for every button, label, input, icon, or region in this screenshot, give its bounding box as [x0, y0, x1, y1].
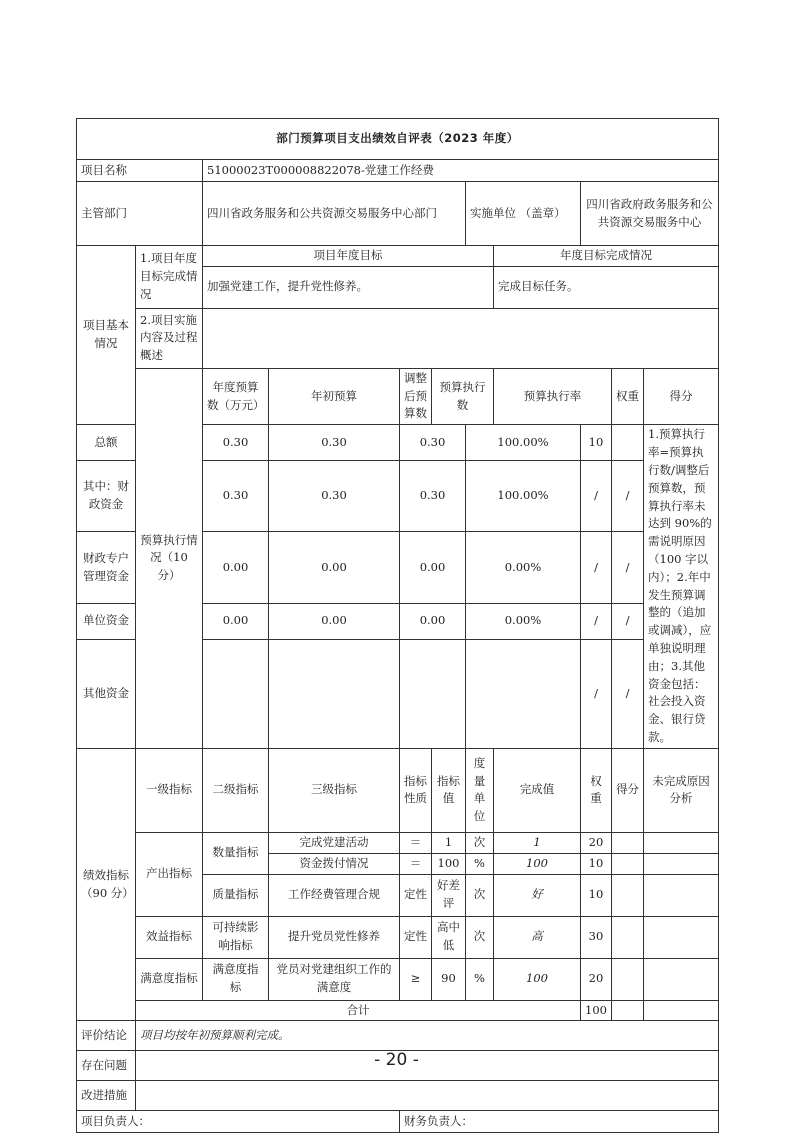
indicator-unit: 次 [466, 832, 494, 853]
done-value: 完成目标任务。 [494, 266, 719, 308]
budget-row-name: 单位资金 [77, 604, 136, 640]
project-name-label: 项目名称 [77, 160, 203, 182]
conclusion-label: 评价结论 [77, 1021, 136, 1051]
indicator-reason [644, 874, 719, 916]
indicator-unit: % [466, 958, 494, 1000]
perf-header: 一级指标 [136, 748, 203, 832]
indicator-nature: ＝ [400, 832, 432, 853]
problems-label: 存在问题 [77, 1051, 136, 1081]
goal-value: 加强党建工作，提升党性修养。 [203, 266, 494, 308]
indicator-score [612, 874, 644, 916]
budget-header: 年初预算 [269, 368, 400, 424]
indicator-weight: 10 [581, 853, 612, 874]
basic-info-label: 项目基本情况 [77, 246, 136, 425]
indicator-unit: 次 [466, 916, 494, 958]
indicator-score [612, 853, 644, 874]
indicator-target: 90 [432, 958, 466, 1000]
indicator-actual: 高 [494, 916, 581, 958]
budget-adjusted: 0.30 [269, 460, 400, 532]
level2-sustainability: 可持续影响指标 [203, 916, 269, 958]
indicator-weight: 20 [581, 832, 612, 853]
budget-score: / [612, 532, 644, 604]
perf-header: 权重 [581, 748, 612, 832]
indicator-nature: ＝ [400, 853, 432, 874]
level1-satisfaction: 满意度指标 [136, 958, 203, 1000]
budget-row-name: 财政专户管理资金 [77, 532, 136, 604]
budget-header: 权重 [612, 368, 644, 424]
indicator-unit: 次 [466, 874, 494, 916]
budget-rate: 100.00% [466, 460, 581, 532]
budget-score [612, 425, 644, 461]
goal-label: 1.项目年度目标完成情况 [136, 246, 203, 309]
indicator-actual: 1 [494, 832, 581, 853]
indicator-score [612, 958, 644, 1000]
indicator-reason [644, 853, 719, 874]
budget-rate: 0.00% [466, 532, 581, 604]
measures-label: 改进措施 [77, 1081, 136, 1111]
budget-score: / [612, 460, 644, 532]
budget-executed: 0.30 [400, 460, 466, 532]
indicator-actual: 100 [494, 958, 581, 1000]
budget-row-name: 其中：财政资金 [77, 460, 136, 532]
indicator-score [612, 832, 644, 853]
perf-header: 完成值 [494, 748, 581, 832]
indicator-unit: % [466, 853, 494, 874]
budget-header: 预算执行数 [432, 368, 494, 424]
conclusion-text: 项目均按年初预算顺利完成。 [136, 1021, 719, 1051]
budget-rate [466, 639, 581, 748]
project-name-value: 51000023T000008822078-党建工作经费 [203, 160, 719, 182]
budget-initial: 0.30 [203, 425, 269, 461]
budget-weight: / [581, 604, 612, 640]
indicator-score [612, 916, 644, 958]
form-title: 部门预算项目支出绩效自评表（2023 年度） [77, 119, 719, 160]
goal-header: 项目年度目标 [203, 246, 494, 267]
total-label: 合计 [136, 1000, 581, 1021]
budget-row-name: 总额 [77, 425, 136, 461]
budget-executed [400, 639, 466, 748]
budget-header: 预算执行率 [494, 368, 612, 424]
budget-adjusted: 0.00 [269, 532, 400, 604]
budget-executed: 0.00 [400, 604, 466, 640]
total-weight: 100 [581, 1000, 612, 1021]
indicator-reason [644, 916, 719, 958]
perf-header: 三级指标 [269, 748, 400, 832]
indicator-reason [644, 958, 719, 1000]
total-reason [644, 1000, 719, 1021]
perf-header: 未完成原因分析 [644, 748, 719, 832]
dept-value: 四川省政务服务和公共资源交易服务中心部门 [203, 182, 466, 246]
budget-adjusted: 0.00 [269, 604, 400, 640]
budget-weight: / [581, 460, 612, 532]
indicator-nature: 定性 [400, 916, 432, 958]
level2-satisfaction: 满意度指标 [203, 958, 269, 1000]
budget-initial: 0.30 [203, 460, 269, 532]
budget-executed: 0.00 [400, 532, 466, 604]
level2-quantity: 数量指标 [203, 832, 269, 874]
budget-weight: / [581, 639, 612, 748]
perf-header: 二级指标 [203, 748, 269, 832]
budget-weight: / [581, 532, 612, 604]
finance-owner-label: 财务负责人： [400, 1111, 719, 1133]
budget-initial: 0.00 [203, 532, 269, 604]
indicator-nature: 定性 [400, 874, 432, 916]
level1-benefit: 效益指标 [136, 916, 203, 958]
level3-indicator: 提升党员党性修养 [269, 916, 400, 958]
budget-executed: 0.30 [400, 425, 466, 461]
budget-label: 预算执行情况（10 分） [136, 368, 203, 748]
budget-header: 调整后预算数 [400, 368, 432, 424]
indicator-weight: 10 [581, 874, 612, 916]
total-score [612, 1000, 644, 1021]
evaluation-form [76, 118, 718, 1133]
indicator-target: 100 [432, 853, 466, 874]
budget-score: / [612, 604, 644, 640]
budget-weight: 10 [581, 425, 612, 461]
budget-initial [203, 639, 269, 748]
budget-adjusted [269, 639, 400, 748]
budget-reason-note: 1.预算执行率=预算执行数/调整后预算数，预算执行率未达到 90%的需说明原因（100 字以内）；2.年中发生预算调整的（追加或调减），应单独说明理由；3.其他资金包括：社会投入资金、银行贷款。 [644, 425, 719, 749]
performance-label: 绩效指标（90 分） [77, 748, 136, 1020]
budget-row-name: 其他资金 [77, 639, 136, 748]
budget-rate: 0.00% [466, 604, 581, 640]
indicator-weight: 20 [581, 958, 612, 1000]
content-value [203, 308, 719, 368]
level2-quality: 质量指标 [203, 874, 269, 916]
indicator-weight: 30 [581, 916, 612, 958]
budget-header: 得分 [644, 368, 719, 424]
perf-header: 度量单位 [466, 748, 494, 832]
level3-indicator: 工作经费管理合规 [269, 874, 400, 916]
level3-indicator: 完成党建活动 [269, 832, 400, 853]
indicator-actual: 好 [494, 874, 581, 916]
dept-label: 主管部门 [77, 182, 203, 246]
perf-header: 指标值 [432, 748, 466, 832]
budget-score: / [612, 639, 644, 748]
budget-header: 年度预算数（万元） [203, 368, 269, 424]
budget-adjusted: 0.30 [269, 425, 400, 461]
impl-label: 实施单位 （盖章） [466, 182, 581, 246]
impl-value: 四川省政府政务服务和公共资源交易服务中心 [581, 182, 719, 246]
indicator-actual: 100 [494, 853, 581, 874]
project-owner-label: 项目负责人： [77, 1111, 400, 1133]
indicator-nature: ≥ [400, 958, 432, 1000]
perf-header: 得分 [612, 748, 644, 832]
budget-initial: 0.00 [203, 604, 269, 640]
evaluation-table [76, 118, 719, 1133]
level3-indicator: 资金拨付情况 [269, 853, 400, 874]
measures-text [136, 1081, 719, 1111]
content-label: 2.项目实施内容及过程概述 [136, 308, 203, 368]
done-header: 年度目标完成情况 [494, 246, 719, 267]
indicator-reason [644, 832, 719, 853]
budget-rate: 100.00% [466, 425, 581, 461]
page-number: - 20 - [374, 1050, 419, 1070]
level1-output: 产出指标 [136, 832, 203, 916]
indicator-target: 1 [432, 832, 466, 853]
indicator-target: 好差评 [432, 874, 466, 916]
level3-indicator: 党员对党建组织工作的满意度 [269, 958, 400, 1000]
perf-header: 指标性质 [400, 748, 432, 832]
indicator-target: 高中低 [432, 916, 466, 958]
